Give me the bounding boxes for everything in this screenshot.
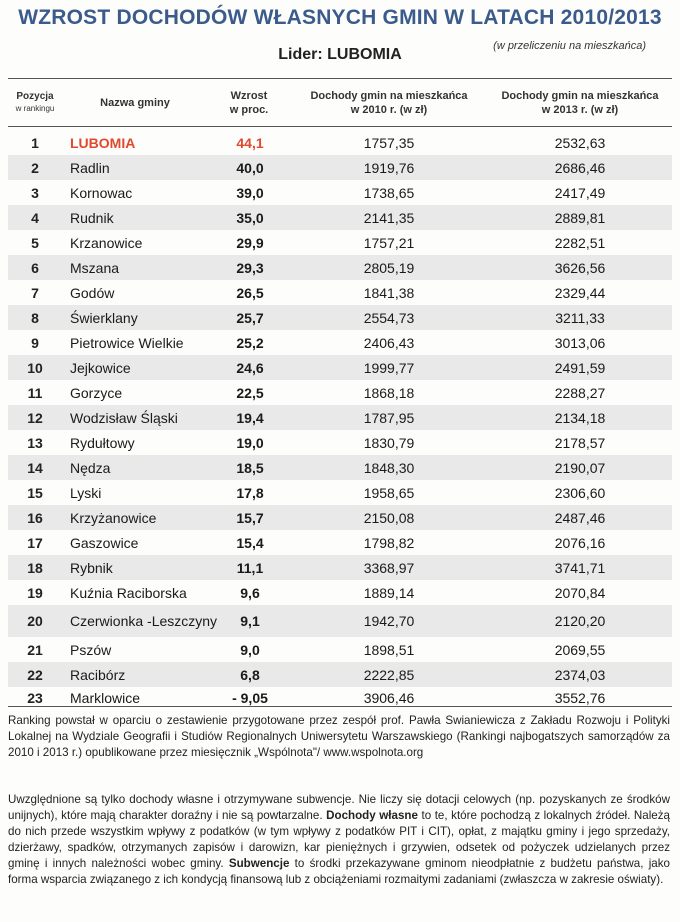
income-2013-cell: 2532,63	[554, 134, 606, 151]
growth-percent-cell: 40,0	[236, 159, 264, 176]
income-2010-cell: 1738,65	[363, 184, 415, 201]
growth-percent-cell: 15,7	[236, 509, 264, 526]
table-row	[8, 662, 672, 687]
table-row	[8, 305, 672, 330]
growth-percent-cell: 9,1	[240, 613, 260, 629]
income-2010-cell: 2222,85	[363, 666, 415, 683]
rank-cell: 5	[31, 234, 39, 251]
header-name: Nazwa gminy	[100, 97, 170, 109]
rank-cell: 16	[27, 509, 43, 526]
municipality-name-cell: Czerwionka -Leszczyny	[70, 613, 218, 629]
header-income-2013-line1: Dochody gmin na mieszkańca	[501, 90, 659, 102]
definitions-text-3: to środki przekazywane gminom nieodpłatnie z budżetu państwa, jako forma wsparcia związanego z ich kondycją finansową lub z obciążeniami rozmaitymi zadaniami (zwłaszcza w zakresie oświaty).	[8, 857, 670, 886]
definitions-text-1: Uwzględnione są tylko dochody własne i otrzymywane subwencje. Nie liczy się dotacji celowych (np. pozyskanych ze środków unijnych), które mają charakter doraźny i nie są powtarzalne.	[8, 793, 670, 822]
header-growth	[208, 82, 290, 124]
municipality-name-cell: Rudnik	[70, 209, 114, 226]
table-row	[8, 555, 672, 580]
page-title: WZROST DOCHODÓW WŁASNYCH GMIN W LATACH 2010/2013	[18, 6, 662, 29]
municipality-name-cell: Jejkowice	[70, 359, 131, 376]
municipality-name-cell: Mszana	[70, 259, 120, 276]
table-bottom-rule	[8, 706, 672, 707]
income-2013-cell: 2417,49	[554, 184, 606, 201]
rank-cell: 12	[27, 409, 43, 426]
growth-percent-cell: 19,0	[236, 434, 264, 451]
header-position-main: Pozycja	[16, 91, 54, 102]
income-2010-cell: 1841,38	[363, 284, 415, 301]
income-2013-cell: 2076,16	[554, 534, 606, 551]
table-header	[8, 82, 672, 124]
income-2010-cell: 1787,95	[363, 409, 415, 426]
rank-cell: 15	[27, 484, 43, 501]
income-2013-cell: 2282,51	[554, 234, 606, 251]
income-2010-cell: 1798,82	[363, 534, 415, 551]
income-2013-cell: 2329,44	[554, 284, 606, 301]
header-income-2010	[290, 82, 488, 124]
income-2010-cell: 1889,14	[363, 584, 415, 601]
header-income-2013-line2: w 2013 r. (w zł)	[541, 104, 619, 116]
rank-cell: 13	[27, 434, 43, 451]
rank-cell: 20	[27, 613, 43, 629]
growth-percent-cell: 29,3	[236, 259, 264, 276]
growth-percent-cell: 35,0	[236, 209, 264, 226]
income-2013-cell: 3626,56	[554, 259, 606, 276]
income-2013-cell: 2686,46	[554, 159, 606, 176]
income-2010-cell: 1898,51	[363, 641, 415, 658]
income-2010-cell: 2141,35	[363, 209, 415, 226]
rank-cell: 6	[31, 259, 39, 276]
rank-cell: 23	[27, 690, 43, 706]
income-2010-cell: 1958,65	[363, 484, 415, 501]
header-income-2010-line2: w 2010 r. (w zł)	[350, 104, 428, 116]
income-2010-cell: 1919,76	[363, 159, 415, 176]
header-position	[10, 82, 60, 124]
header-top-rule	[8, 78, 672, 79]
income-2013-cell: 3013,06	[554, 334, 606, 351]
income-2010-cell: 3906,46	[363, 690, 415, 706]
rank-cell: 3	[31, 184, 39, 201]
income-2010-cell: 1848,30	[363, 459, 415, 476]
definitions-text-2: to te, które pochodzą z lokalnych źródeł. Należą do nich przede wszystkim wpływy z podatków (w tym wpływy z podatków PIT i CIT), opłat, z majątku gminy i jego sprzedaży, dzierżawy, spadków, otrzymanych zapisów i darowizn, kar pieniężnych i grzywien, odsetek od pożyczek udzielanych przez gminę i innych należności wobec gminy.	[8, 809, 670, 870]
table-row	[8, 580, 672, 605]
income-2010-cell: 1942,70	[363, 613, 415, 629]
income-2010-cell: 1757,21	[363, 234, 415, 251]
rank-cell: 2	[31, 159, 39, 176]
growth-percent-cell: 22,5	[236, 384, 264, 401]
rank-cell: 1	[31, 134, 39, 151]
income-2013-cell: 2889,81	[554, 209, 606, 226]
income-2010-cell: 2805,19	[363, 259, 415, 276]
rank-cell: 8	[31, 309, 39, 326]
growth-percent-cell: 29,9	[236, 234, 264, 251]
growth-percent-cell: 9,0	[240, 641, 260, 658]
municipality-name-cell: Radlin	[70, 159, 110, 176]
municipality-name-cell: Lyski	[70, 484, 102, 501]
municipality-name-cell: Krzanowice	[70, 234, 143, 251]
growth-percent-cell: 39,0	[236, 184, 264, 201]
income-2013-cell: 2070,84	[554, 584, 606, 601]
subsidies-term: Subwencje	[228, 857, 290, 870]
header-growth-line1: Wzrost	[230, 90, 268, 102]
growth-percent-cell: 19,4	[236, 409, 264, 426]
income-2013-cell: 3552,76	[554, 690, 606, 706]
table-row	[8, 155, 672, 180]
municipality-name-cell: Marklowice	[70, 690, 141, 706]
rank-cell: 9	[31, 334, 39, 351]
rank-cell: 22	[27, 666, 43, 683]
income-2010-cell: 2554,73	[363, 309, 415, 326]
rank-cell: 14	[27, 459, 43, 476]
table-row	[8, 130, 672, 155]
municipality-name-cell: Gaszowice	[70, 534, 139, 551]
income-2010-cell: 3368,97	[363, 559, 415, 576]
income-2013-cell: 2487,46	[554, 509, 606, 526]
income-2010-cell: 2150,08	[363, 509, 415, 526]
growth-percent-cell: 25,2	[236, 334, 264, 351]
municipality-name-cell: Rybnik	[70, 559, 113, 576]
growth-percent-cell: - 9,05	[232, 690, 268, 706]
income-2010-cell: 1757,35	[363, 134, 415, 151]
income-2013-cell: 2288,27	[554, 384, 606, 401]
rank-cell: 18	[27, 559, 43, 576]
table-row	[8, 480, 672, 505]
table-row	[8, 505, 672, 530]
income-2013-cell: 2374,03	[554, 666, 606, 683]
rank-cell: 10	[27, 359, 43, 376]
rank-cell: 7	[31, 284, 39, 301]
rank-cell: 17	[27, 534, 43, 551]
growth-percent-cell: 44,1	[236, 134, 264, 151]
municipality-name-cell: Racibórz	[70, 666, 126, 683]
growth-percent-cell: 24,6	[236, 359, 264, 376]
income-2013-cell: 2069,55	[554, 641, 606, 658]
table-row	[8, 280, 672, 305]
income-2010-cell: 1868,18	[363, 384, 415, 401]
header-growth-line2: w proc.	[229, 104, 269, 116]
rank-cell: 4	[31, 209, 39, 226]
growth-percent-cell: 9,6	[240, 584, 260, 601]
income-2013-cell: 2134,18	[554, 409, 606, 426]
municipality-name-cell: Wodzisław Śląski	[70, 409, 178, 426]
table-row	[8, 205, 672, 230]
per-capita-note: (w przeliczeniu na mieszkańca)	[493, 40, 646, 52]
growth-percent-cell: 6,8	[240, 666, 260, 683]
own-income-term: Dochody własne	[326, 809, 418, 822]
table-row	[8, 355, 672, 380]
rank-cell: 19	[27, 584, 43, 601]
municipality-name-cell: Kuźnia Raciborska	[70, 584, 187, 601]
table-row	[8, 380, 672, 405]
income-2013-cell: 2491,59	[554, 359, 606, 376]
municipality-name-cell: Pszów	[70, 641, 112, 658]
municipality-name-cell: Godów	[70, 284, 115, 301]
table-row	[8, 430, 672, 455]
income-2013-cell: 2190,07	[554, 459, 606, 476]
header-income-2013	[488, 82, 672, 124]
table-row	[8, 180, 672, 205]
municipality-name-cell: Krzyżanowice	[70, 509, 157, 526]
income-2013-cell: 2120,20	[554, 613, 606, 629]
municipality-name-cell: Pietrowice Wielkie	[70, 334, 184, 351]
municipality-name-cell: Rydułtowy	[70, 434, 135, 451]
ranking-table-body	[8, 130, 672, 709]
rank-cell: 11	[27, 384, 43, 401]
income-2010-cell: 2406,43	[363, 334, 415, 351]
table-row	[8, 230, 672, 255]
table-row	[8, 637, 672, 662]
income-2013-cell: 2178,57	[554, 434, 606, 451]
municipality-name-cell: Nędza	[70, 459, 111, 476]
municipality-name-cell: Świerklany	[70, 309, 138, 326]
growth-percent-cell: 17,8	[236, 484, 264, 501]
definitions-paragraph	[8, 792, 670, 888]
growth-percent-cell: 15,4	[236, 534, 264, 551]
municipality-name-cell: Kornowac	[70, 184, 133, 201]
income-2013-cell: 3741,71	[554, 559, 606, 576]
income-2013-cell: 2306,60	[554, 484, 606, 501]
growth-percent-cell: 18,5	[236, 459, 264, 476]
municipality-name-cell: LUBOMIA	[70, 134, 136, 151]
header-position-sub: w rankingu	[15, 104, 55, 113]
income-2013-cell: 3211,33	[555, 309, 605, 326]
header-bottom-rule	[8, 126, 672, 127]
table-row	[8, 605, 672, 637]
page-subtitle: Lider: LUBOMIA	[278, 46, 402, 63]
header-income-2010-line1: Dochody gmin na mieszkańca	[310, 90, 468, 102]
source-paragraph: Ranking powstał w oparciu o zestawienie przygotowane przez zespół prof. Pawła Swianiewicza z Zakładu Rozwoju i Polityki Lokalnej na Wydziale Geografii i Studiów Regionalnych Uniwersytetu Warszawskiego (Rankingi najbogatszych samorządów za 2010 i 2013 r.) opublikowane przez miesięcznik „Wspólnota"/ www.wspolnota.org	[8, 714, 670, 759]
table-row	[8, 455, 672, 480]
growth-percent-cell: 11,1	[236, 559, 264, 576]
income-2010-cell: 1830,79	[363, 434, 415, 451]
growth-percent-cell: 26,5	[236, 284, 264, 301]
growth-percent-cell: 25,7	[236, 309, 264, 326]
table-row	[8, 405, 672, 430]
table-row	[8, 330, 672, 355]
table-row	[8, 530, 672, 555]
income-2010-cell: 1999,77	[363, 359, 415, 376]
municipality-name-cell: Gorzyce	[70, 384, 123, 401]
table-row	[8, 255, 672, 280]
rank-cell: 21	[27, 641, 43, 658]
